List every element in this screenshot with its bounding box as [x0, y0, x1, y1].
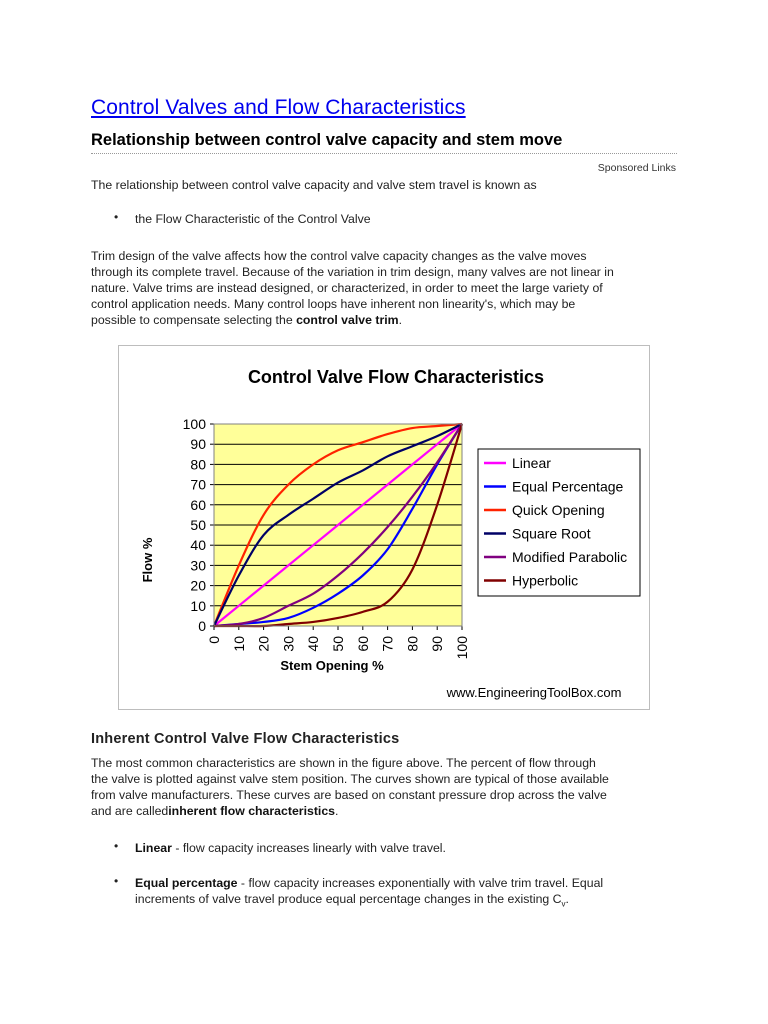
linear-bullet [135, 840, 675, 856]
linear-desc: - flow capacity increases linearly with valve travel. [171, 841, 446, 855]
chart-credit: www.EngineeringToolBox.com [446, 685, 622, 700]
page-subtitle: Relationship between control valve capacity and stem move [91, 131, 563, 149]
cv-subscript: v [561, 899, 566, 909]
linear-term: Linear [135, 841, 172, 855]
legend-label: Modified Parabolic [512, 549, 628, 565]
inherent-line [91, 803, 691, 819]
intro-bullet: the Flow Characteristic of the Control Valve [135, 212, 371, 226]
section-heading: Inherent Control Valve Flow Characteristics [91, 731, 400, 747]
chart-title: Control Valve Flow Characteristics [247, 367, 545, 387]
x-tick-label: 80 [404, 636, 421, 652]
y-tick-label: 60 [190, 496, 206, 513]
x-tick-label: 100 [454, 636, 470, 660]
equal-percentage-bullet [135, 875, 675, 912]
inherent-line: The most common characteristics are shown in the figure above. The percent of flow through [91, 756, 596, 770]
inherent-text: and are called [91, 804, 169, 818]
inherent-flow-term: inherent flow characteristics [168, 804, 336, 818]
inherent-text: . [335, 804, 339, 818]
trim-line: nature. Valve trims are instead designed, or characterized, in order to meet the large variety of [91, 281, 603, 295]
y-tick-label: 50 [190, 517, 206, 533]
divider [91, 153, 677, 154]
x-tick-label: 60 [354, 636, 371, 652]
eq-end: . [565, 892, 569, 906]
y-tick-label: 10 [190, 597, 206, 614]
x-tick-label: 20 [255, 636, 272, 652]
y-tick-label: 40 [190, 537, 206, 554]
y-tick-label: 90 [190, 436, 206, 453]
trim-line [91, 312, 691, 328]
y-tick-label: 70 [190, 476, 206, 493]
y-axis-label: Flow % [140, 537, 155, 583]
y-tick-label: 30 [190, 557, 206, 574]
eq-line [135, 875, 675, 891]
trim-paragraph [91, 248, 691, 328]
y-tick-label: 0 [198, 618, 206, 634]
y-tick-label: 80 [190, 456, 206, 473]
control-valve-trim-term: control valve trim [296, 313, 399, 327]
bullet-icon: • [114, 874, 119, 888]
x-axis-label: Stem Opening % [280, 658, 384, 673]
bullet-icon: • [114, 839, 119, 853]
x-tick-label: 40 [305, 636, 322, 652]
x-tick-label: 50 [330, 636, 346, 652]
eq-line [135, 891, 675, 912]
legend-label: Square Root [512, 525, 591, 542]
chart-svg [118, 345, 650, 710]
equal-percentage-term: Equal percentage [135, 876, 238, 890]
page-title-link[interactable]: Control Valves and Flow Characteristics [91, 96, 466, 119]
eq-desc-2: increments of valve travel produce equal percentage changes in the existing C [135, 892, 562, 906]
trim-line: through its complete travel. Because of the variation in trim design, many valves are not linear in [91, 265, 614, 279]
legend-label: Quick Opening [512, 502, 605, 518]
trim-line: Trim design of the valve affects how the control valve capacity changes as the valve moves [91, 249, 587, 263]
legend-label: Hyperbolic [512, 572, 579, 589]
y-tick-label: 100 [182, 416, 206, 432]
inherent-paragraph [91, 755, 691, 819]
flow-characteristics-chart [118, 345, 650, 710]
x-tick-label: 90 [429, 636, 446, 652]
x-tick-label: 10 [230, 636, 247, 652]
eq-desc: - flow capacity increases exponentially with valve trim travel. Equal [237, 876, 604, 890]
trim-line: control application needs. Many control loops have inherent non linearity's, which may be [91, 297, 576, 311]
inherent-line: the valve is plotted against valve stem position. The curves shown are typical of those available [91, 772, 609, 786]
inherent-line: from valve manufacturers. These curves are based on constant pressure drop across the valve [91, 788, 607, 802]
intro-paragraph: The relationship between control valve capacity and valve stem travel is known as [91, 178, 537, 192]
legend-label: Linear [512, 455, 551, 471]
x-tick-label: 70 [379, 636, 396, 652]
trim-text: possible to compensate selecting the [91, 313, 297, 327]
legend-label: Equal Percentage [512, 478, 624, 495]
sponsored-links-label: Sponsored Links [597, 162, 676, 174]
x-tick-label: 30 [280, 636, 297, 652]
x-tick-label: 0 [206, 636, 222, 644]
bullet-icon: • [114, 210, 119, 224]
trim-text: . [398, 313, 403, 327]
y-tick-label: 20 [190, 577, 206, 594]
